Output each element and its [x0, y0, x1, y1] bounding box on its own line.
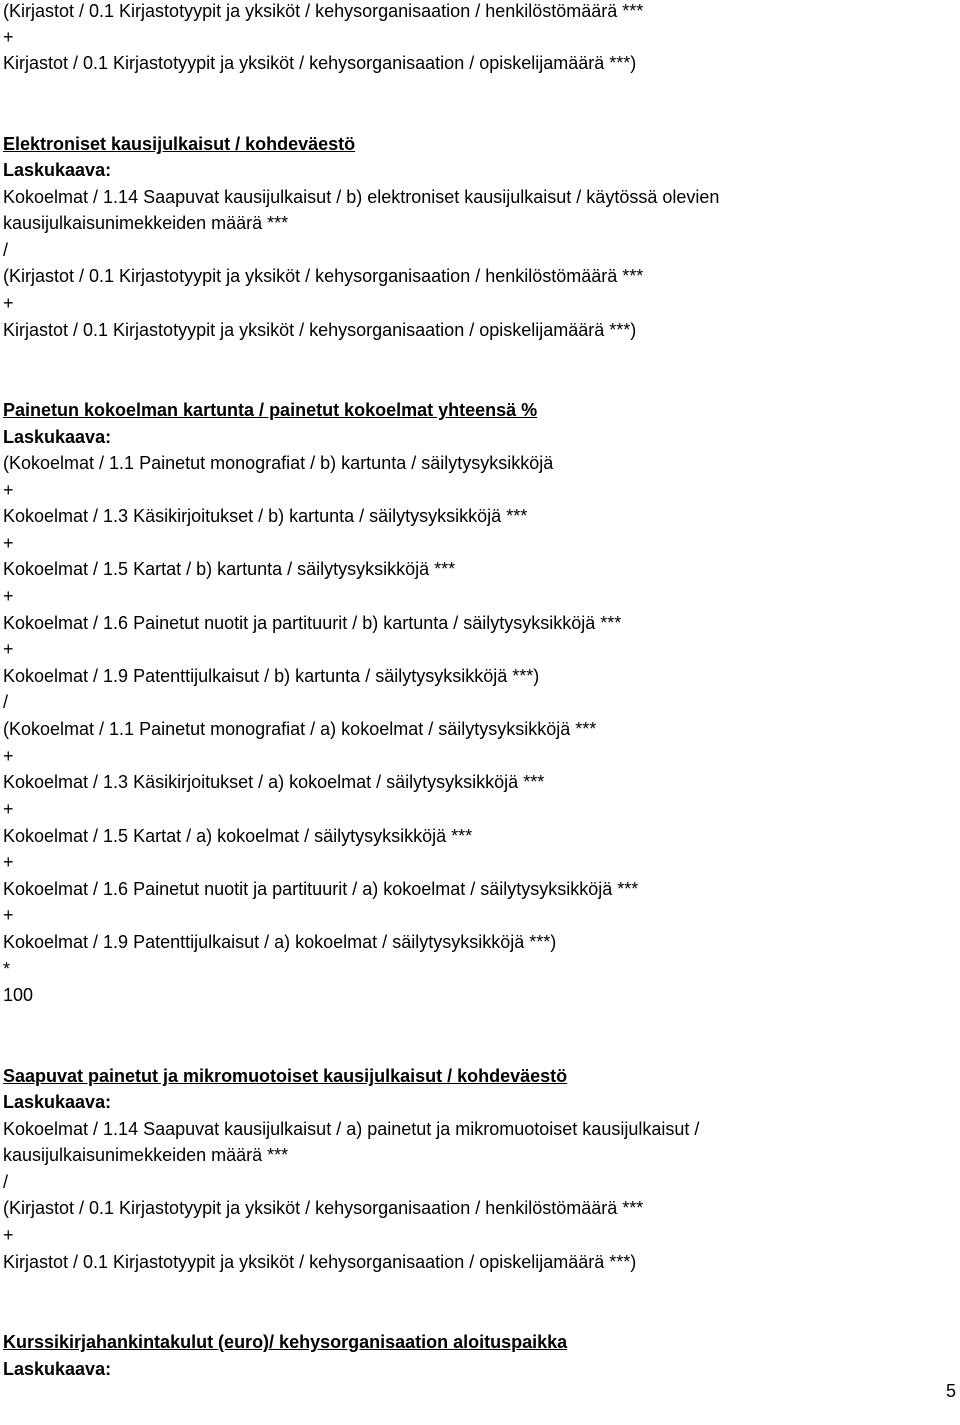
formula-operator: + — [3, 586, 14, 606]
formula-line: Kirjastot / 0.1 Kirjastotyypit ja yksiköt / kehysorganisaation / opiskelijamäärä ***) — [3, 53, 637, 73]
formula-line: Kokoelmat / 1.9 Patenttijulkaisut / b) kartunta / säilytysyksikköjä ***) — [3, 666, 540, 686]
formula-line: Kokoelmat / 1.6 Painetut nuotit ja partituurit / b) kartunta / säilytysyksikköjä *** — [3, 613, 622, 633]
formula-line: Kirjastot / 0.1 Kirjastotyypit ja yksiköt / kehysorganisaation / opiskelijamäärä ***) — [3, 1252, 637, 1272]
formula-operator: + — [3, 27, 14, 47]
formula-label: Laskukaava: — [3, 1359, 112, 1379]
section-heading: Elektroniset kausijulkaisut / kohdeväestö — [3, 134, 356, 154]
formula-line: Kokoelmat / 1.3 Käsikirjoitukset / a) kokoelmat / säilytysyksikköjä *** — [3, 772, 545, 792]
formula-line: (Kirjastot / 0.1 Kirjastotyypit ja yksiköt / kehysorganisaation / henkilöstömäärä *** — [3, 1198, 644, 1218]
formula-label: Laskukaava: — [3, 427, 112, 447]
formula-operator: + — [3, 852, 14, 872]
formula-line: (Kirjastot / 0.1 Kirjastotyypit ja yksiköt / kehysorganisaation / henkilöstömäärä *** — [3, 266, 644, 286]
formula-operator: / — [3, 692, 9, 712]
formula-line: Kokoelmat / 1.5 Kartat / b) kartunta / säilytysyksikköjä *** — [3, 559, 456, 579]
formula-line: kausijulkaisunimekkeiden määrä *** — [3, 213, 289, 233]
formula-line: Kokoelmat / 1.9 Patenttijulkaisut / a) kokoelmat / säilytysyksikköjä ***) — [3, 932, 557, 952]
formula-operator: + — [3, 799, 14, 819]
section-heading: Painetun kokoelman kartunta / painetut kokoelmat yhteensä % — [3, 400, 538, 420]
formula-label: Laskukaava: — [3, 160, 112, 180]
formula-operator: / — [3, 240, 9, 260]
formula-line: kausijulkaisunimekkeiden määrä *** — [3, 1145, 289, 1165]
formula-line: 100 — [3, 985, 34, 1005]
formula-label: Laskukaava: — [3, 1092, 112, 1112]
formula-operator: + — [3, 533, 14, 553]
formula-line: (Kokoelmat / 1.1 Painetut monografiat / a) kokoelmat / säilytysyksikköjä *** — [3, 719, 597, 739]
formula-operator: + — [3, 293, 14, 313]
formula-operator: + — [3, 480, 14, 500]
page-number: 5 — [945, 1381, 956, 1401]
formula-operator: * — [3, 959, 11, 979]
formula-operator: + — [3, 905, 14, 925]
formula-line: (Kirjastot / 0.1 Kirjastotyypit ja yksiköt / kehysorganisaation / henkilöstömäärä *** — [3, 1, 644, 21]
formula-line: Kokoelmat / 1.14 Saapuvat kausijulkaisut / a) painetut ja mikromuotoiset kausijulkaisut / — [3, 1119, 700, 1139]
section-heading: Kurssikirjahankintakulut (euro)/ kehysorganisaation aloituspaikka — [3, 1332, 568, 1352]
formula-line: Kokoelmat / 1.6 Painetut nuotit ja partituurit / a) kokoelmat / säilytysyksikköjä *** — [3, 879, 639, 899]
formula-operator: / — [3, 1172, 9, 1192]
formula-operator: + — [3, 746, 14, 766]
formula-line: Kokoelmat / 1.3 Käsikirjoitukset / b) kartunta / säilytysyksikköjä *** — [3, 506, 528, 526]
formula-operator: + — [3, 1225, 14, 1245]
formula-line: Kirjastot / 0.1 Kirjastotyypit ja yksiköt / kehysorganisaation / opiskelijamäärä ***) — [3, 320, 637, 340]
section-heading: Saapuvat painetut ja mikromuotoiset kausijulkaisut / kohdeväestö — [3, 1066, 568, 1086]
formula-line: (Kokoelmat / 1.1 Painetut monografiat / b) kartunta / säilytysyksikköjä — [3, 453, 554, 473]
formula-line: Kokoelmat / 1.14 Saapuvat kausijulkaisut / b) elektroniset kausijulkaisut / käytössä olevien — [3, 187, 720, 207]
formula-operator: + — [3, 639, 14, 659]
formula-line: Kokoelmat / 1.5 Kartat / a) kokoelmat / säilytysyksikköjä *** — [3, 826, 473, 846]
